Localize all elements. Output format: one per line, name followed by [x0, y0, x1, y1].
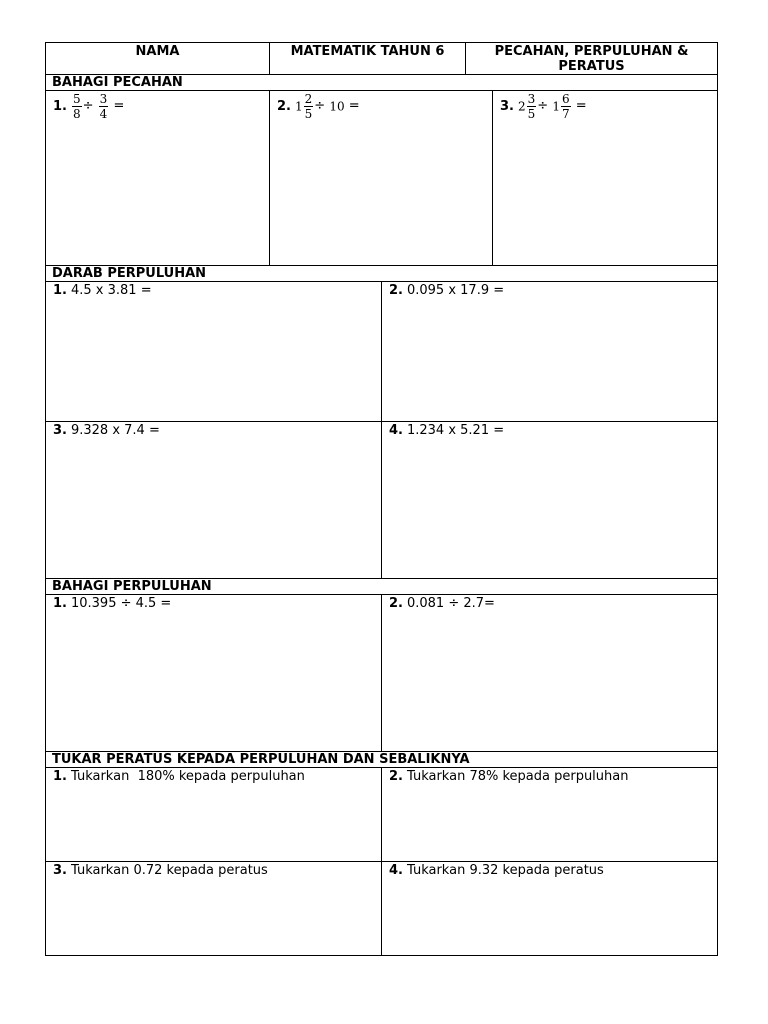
divide-sign: ÷: [537, 98, 549, 114]
fraction-denominator: 4: [99, 107, 108, 121]
question-text: Tukarkan 9.32 kepada peratus: [406, 863, 604, 878]
section-title-text: TUKAR PERATUS KEPADA PERPULUHAN DAN SEBALIKNYA: [52, 752, 470, 767]
fraction-denominator: 5: [527, 107, 536, 121]
question-text: 4.5 x 3.81 =: [70, 283, 152, 298]
question-number: 2.: [389, 283, 403, 298]
fraction-numerator: 3: [527, 92, 536, 106]
question-text: Tukarkan 180% kepada perpuluhan: [70, 769, 305, 784]
equals-sign: =: [348, 98, 360, 114]
question-text: Tukarkan 0.72 kepada peratus: [70, 863, 268, 878]
question-tp-2: [381, 767, 718, 862]
whole-number: 2: [517, 99, 526, 114]
question-number: 3.: [53, 423, 67, 438]
question-bpp-1: [45, 594, 382, 752]
section-title-tukar-peratus: [45, 751, 718, 768]
header-name-label: NAMA: [135, 44, 180, 59]
section-title-bahagi-pecahan: [45, 74, 718, 91]
section-title-text: BAHAGI PECAHAN: [52, 75, 183, 90]
question-dp-2: [381, 281, 718, 422]
header-subject-cell: [269, 42, 466, 75]
question-dp-1: [45, 281, 382, 422]
question-number: 2.: [277, 98, 291, 114]
question-tp-3: [45, 861, 382, 956]
question-number: 3.: [53, 863, 67, 878]
fraction-6-7: [561, 92, 571, 121]
question-number: 1.: [53, 769, 67, 784]
divisor: 10: [329, 99, 345, 114]
fraction-3-4: [99, 92, 109, 121]
question-tp-4: [381, 861, 718, 956]
question-dp-4: [381, 421, 718, 579]
fraction-3-5: [527, 92, 537, 121]
question-text: 1.234 x 5.21 =: [406, 423, 505, 438]
header-name-cell: [45, 42, 270, 75]
fraction-denominator: 7: [561, 107, 570, 121]
section-title-text: BAHAGI PERPULUHAN: [52, 579, 212, 594]
question-number: 2.: [389, 769, 403, 784]
question-number: 4.: [389, 863, 403, 878]
question-bpp-2: [381, 594, 718, 752]
equals-sign: =: [113, 98, 125, 114]
question-bp-1: [45, 90, 270, 266]
whole-number: 1: [294, 99, 303, 114]
question-tp-1: [45, 767, 382, 862]
section-title-text: DARAB PERPULUHAN: [52, 266, 207, 281]
fraction-numerator: 5: [72, 92, 81, 106]
header-topic-cell: [465, 42, 718, 75]
fraction-numerator: 2: [304, 92, 313, 106]
fraction-5-8: [72, 92, 82, 121]
fraction-denominator: 8: [72, 107, 81, 121]
fraction-denominator: 5: [304, 107, 313, 121]
section-title-darab-perpuluhan: [45, 265, 718, 282]
header-topic: PECAHAN, PERPULUHAN & PERATUS: [494, 44, 689, 74]
divide-sign: ÷: [314, 98, 326, 114]
question-number: 1.: [53, 283, 67, 298]
fraction-numerator: 6: [561, 92, 570, 106]
question-number: 3.: [500, 98, 514, 114]
question-text: 0.081 ÷ 2.7=: [406, 596, 495, 611]
question-number: 2.: [389, 596, 403, 611]
question-number: 4.: [389, 423, 403, 438]
question-number: 1.: [53, 98, 67, 114]
question-text: 10.395 ÷ 4.5 =: [70, 596, 172, 611]
question-text: 0.095 x 17.9 =: [406, 283, 505, 298]
section-title-bahagi-perpuluhan: [45, 578, 718, 595]
equals-sign: =: [575, 98, 587, 114]
fraction-numerator: 3: [99, 92, 108, 106]
question-text: Tukarkan 78% kepada perpuluhan: [406, 769, 629, 784]
whole-number: 1: [552, 99, 560, 114]
question-dp-3: [45, 421, 382, 579]
worksheet: [46, 43, 718, 957]
question-number: 1.: [53, 596, 67, 611]
question-text: 9.328 x 7.4 =: [70, 423, 160, 438]
question-bp-2: [269, 90, 493, 266]
question-bp-3: [492, 90, 718, 266]
header-subject: MATEMATIK TAHUN 6: [290, 44, 445, 59]
divide-sign: ÷: [82, 98, 94, 114]
fraction-2-5: [304, 92, 314, 121]
